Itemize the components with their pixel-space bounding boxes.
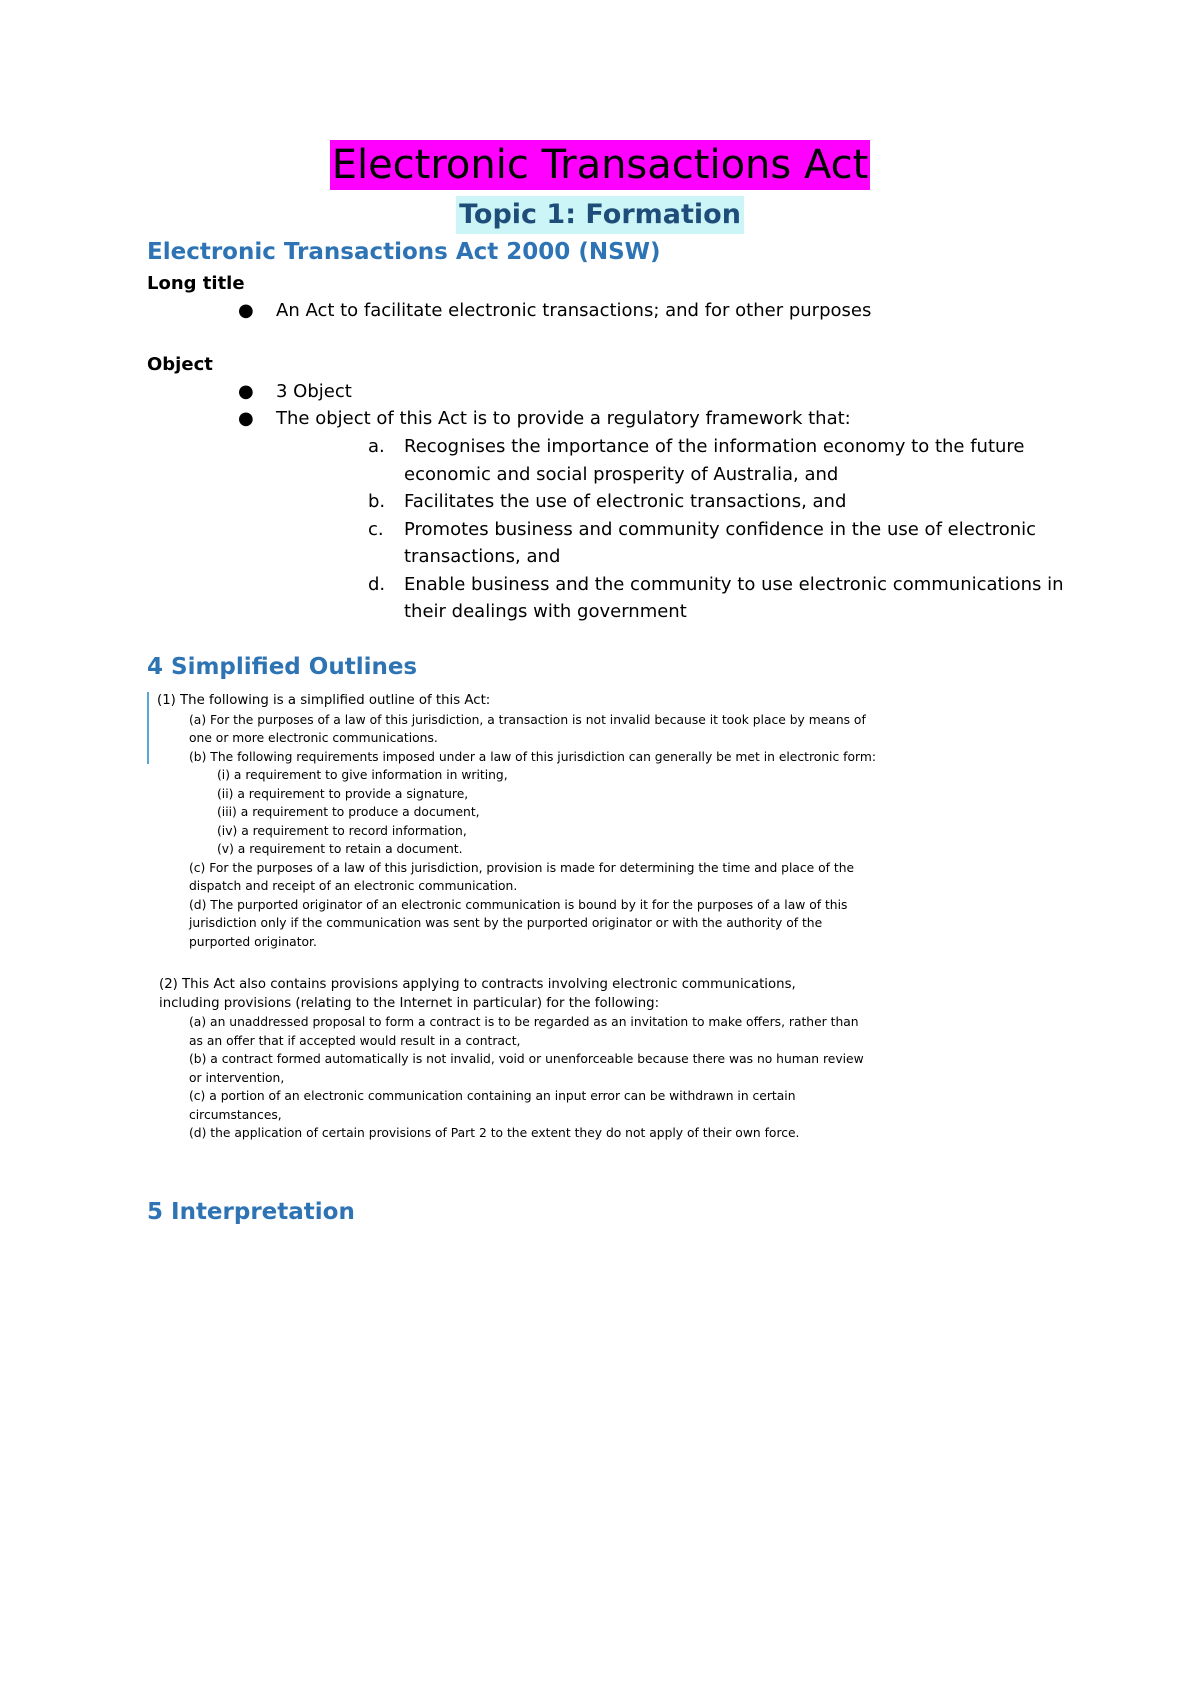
object-list bbox=[0, 378, 851, 432]
list-item: ● The object of this Act is to provide a regulatory framework that: bbox=[0, 405, 851, 432]
list-item: b. Facilitates the use of electronic transactions, and bbox=[368, 491, 847, 512]
list-item: d. Enable business and the community to use electronic communications in their dealings with government bbox=[368, 573, 1064, 622]
list-item: c. Promotes business and community confidence in the use of electronic transactions, and bbox=[368, 518, 1037, 567]
long-title-label: Long title bbox=[147, 273, 245, 294]
outline-excerpt-1: (1) The following is a simplified outline of this Act: (a) For the purposes of a law of this jurisdiction, a transaction is not invalid because it took place by means of one or more electronic communications. (b) The following requirements imposed under a law of this jurisdiction can generally be met in electronic form: (i) a requirement to give information in writing, (ii) a requirement to provide a signature, (iii) a requirement to produce a document, (iv) a requirement to record information, (v) a requirement to retain a document. (c) For the purposes of a law of this jurisdiction, provision is made for determining the time and place of the dispatch and receipt of an electronic communication. (d) The purported originator of an electronic communication is bound by it for the purposes of a law of this jurisdiction only if the communication was sent by the purported originator or with the authority of the purported originator. bbox=[147, 692, 887, 951]
section-4-heading: 4 Simplified Outlines bbox=[147, 654, 418, 680]
list-item: ● An Act to facilitate electronic transactions; and for other purposes bbox=[0, 297, 871, 324]
list-item: ● 3 Object bbox=[0, 378, 851, 405]
object-sub-list bbox=[0, 433, 1100, 626]
topic-subtitle: Topic 1: Formation bbox=[456, 196, 744, 234]
outline-excerpt-2: (2) This Act also contains provisions applying to contracts involving electronic communications, including provisions (relating to the Internet in particular) for the following: (a) an unaddressed proposal to form a contract is to be regarded as an invitation to make offers, rather than as an offer that if accepted would result in a contract, (b) a contract formed automatically is not invalid, void or unenforceable because there was no human review or intervention, (c) a portion of an electronic communication containing an input error can be withdrawn in certain circumstances, (d) the application of certain provisions of Part 2 to the extent they do not apply of their own force. bbox=[159, 977, 864, 1140]
bullet-icon: ● bbox=[238, 381, 254, 402]
quote-bar bbox=[147, 692, 149, 764]
list-item: a. Recognises the importance of the information economy to the future economic and social prosperity of Australia, and bbox=[368, 436, 1025, 485]
bullet-icon: ● bbox=[238, 408, 254, 429]
long-title-list bbox=[0, 297, 871, 324]
bullet-icon: ● bbox=[238, 300, 254, 321]
object-label: Object bbox=[147, 354, 213, 375]
title-container bbox=[0, 140, 1200, 190]
subtitle-container bbox=[0, 196, 1200, 234]
act-heading: Electronic Transactions Act 2000 (NSW) bbox=[147, 239, 661, 265]
document-title: Electronic Transactions Act bbox=[331, 142, 869, 188]
section-5-heading: 5 Interpretation bbox=[147, 1199, 355, 1225]
